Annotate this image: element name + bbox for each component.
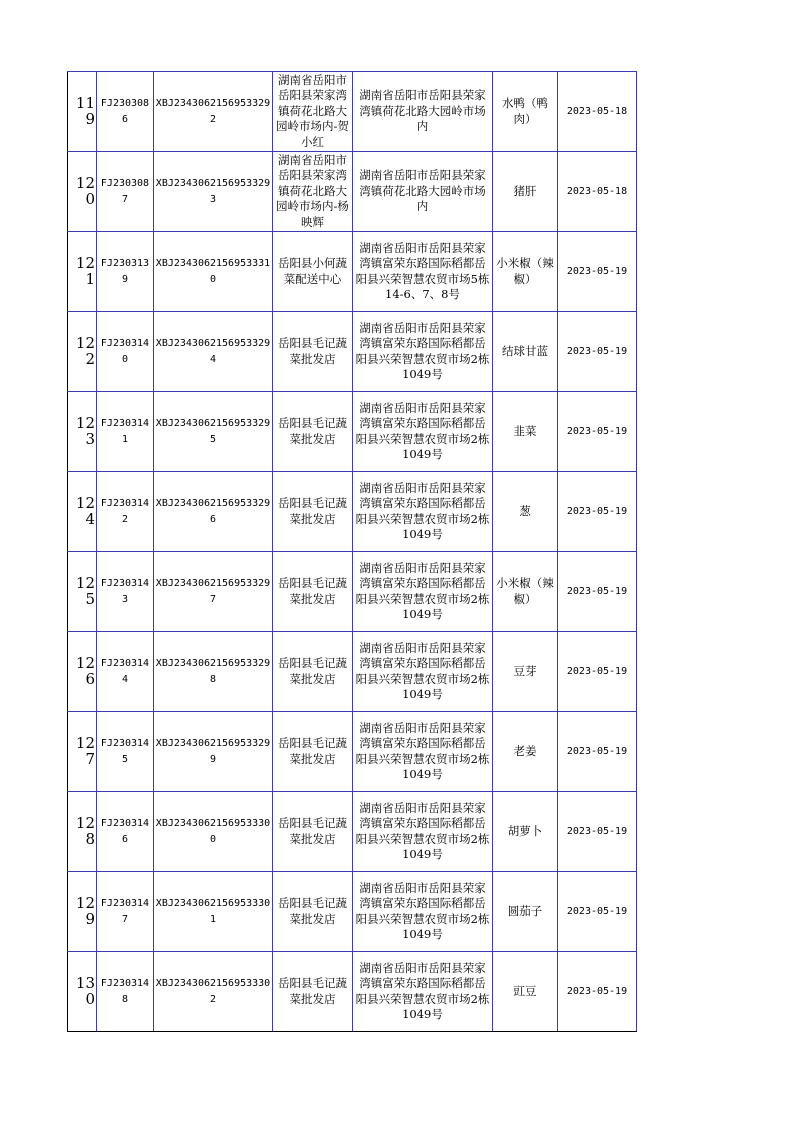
sample-code: FJ2303144	[97, 632, 154, 712]
sampled-unit-address: 湖南省岳阳市岳阳县荣家湾镇富荣东路国际稻都岳阳县兴荣智慧农贸市场2栋1049号	[353, 952, 493, 1032]
sample-name: 老姜	[493, 712, 558, 792]
sample-code: FJ2303146	[97, 792, 154, 872]
sample-code: FJ2303087	[97, 152, 154, 232]
sample-code: FJ2303142	[97, 472, 154, 552]
sample-name: 结球甘蓝	[493, 312, 558, 392]
sampled-unit-name: 湖南省岳阳市岳阳县荣家湾镇荷花北路大园岭市场内-贺小红	[273, 72, 353, 152]
sampling-date: 2023-05-19	[558, 552, 637, 632]
report-number: XBJ23430621569533292	[154, 72, 273, 152]
sample-name: 韭菜	[493, 392, 558, 472]
table-row	[68, 712, 637, 792]
sampled-unit-name: 湖南省岳阳市岳阳县荣家湾镇荷花北路大园岭市场内-杨映辉	[273, 152, 353, 232]
sample-name: 猪肝	[493, 152, 558, 232]
report-number: XBJ23430621569533293	[154, 152, 273, 232]
sampled-unit-address: 湖南省岳阳市岳阳县荣家湾镇富荣东路国际稻都岳阳县兴荣智慧农贸市场2栋1049号	[353, 312, 493, 392]
sample-name: 豆芽	[493, 632, 558, 712]
sampled-unit-address: 湖南省岳阳市岳阳县荣家湾镇富荣东路国际稻都岳阳县兴荣智慧农贸市场2栋1049号	[353, 632, 493, 712]
sampling-records-table	[67, 71, 637, 1032]
row-sequence-number: 122	[68, 312, 97, 392]
sampled-unit-address: 湖南省岳阳市岳阳县荣家湾镇富荣东路国际稻都岳阳县兴荣智慧农贸市场2栋1049号	[353, 472, 493, 552]
sample-code: FJ2303139	[97, 232, 154, 312]
table-row	[68, 472, 637, 552]
row-sequence-number: 127	[68, 712, 97, 792]
table-row	[68, 872, 637, 952]
sampled-unit-name: 岳阳县毛记蔬菜批发店	[273, 952, 353, 1032]
sampling-date: 2023-05-18	[558, 152, 637, 232]
sampled-unit-name: 岳阳县毛记蔬菜批发店	[273, 872, 353, 952]
table-row	[68, 72, 637, 152]
sample-code: FJ2303143	[97, 552, 154, 632]
table-row	[68, 392, 637, 472]
sampled-unit-name: 岳阳县毛记蔬菜批发店	[273, 712, 353, 792]
sampled-unit-name: 岳阳县毛记蔬菜批发店	[273, 552, 353, 632]
row-sequence-number: 130	[68, 952, 97, 1032]
row-sequence-number: 128	[68, 792, 97, 872]
row-sequence-number: 121	[68, 232, 97, 312]
report-number: XBJ23430621569533295	[154, 392, 273, 472]
row-sequence-number: 124	[68, 472, 97, 552]
report-number: XBJ23430621569533298	[154, 632, 273, 712]
sample-name: 胡萝卜	[493, 792, 558, 872]
sample-code: FJ2303145	[97, 712, 154, 792]
sampled-unit-name: 岳阳县毛记蔬菜批发店	[273, 312, 353, 392]
sampling-date: 2023-05-19	[558, 392, 637, 472]
sampling-date: 2023-05-18	[558, 72, 637, 152]
report-number: XBJ23430621569533302	[154, 952, 273, 1032]
report-number: XBJ23430621569533310	[154, 232, 273, 312]
sampled-unit-name: 岳阳县毛记蔬菜批发店	[273, 792, 353, 872]
sample-name: 小米椒（辣椒）	[493, 232, 558, 312]
report-number: XBJ23430621569533299	[154, 712, 273, 792]
sample-code: FJ2303147	[97, 872, 154, 952]
row-sequence-number: 123	[68, 392, 97, 472]
sampling-date: 2023-05-19	[558, 472, 637, 552]
sample-name: 小米椒（辣椒）	[493, 552, 558, 632]
sampled-unit-address: 湖南省岳阳市岳阳县荣家湾镇富荣东路国际稻都岳阳县兴荣智慧农贸市场2栋1049号	[353, 792, 493, 872]
row-sequence-number: 126	[68, 632, 97, 712]
report-number: XBJ23430621569533297	[154, 552, 273, 632]
sample-code: FJ2303148	[97, 952, 154, 1032]
table-row	[68, 232, 637, 312]
sampled-unit-address: 湖南省岳阳市岳阳县荣家湾镇富荣东路国际稻都岳阳县兴荣智慧农贸市场5栋14-6、7、8号	[353, 232, 493, 312]
sample-name: 葱	[493, 472, 558, 552]
sampling-date: 2023-05-19	[558, 632, 637, 712]
sampled-unit-name: 岳阳县毛记蔬菜批发店	[273, 392, 353, 472]
sampling-date: 2023-05-19	[558, 712, 637, 792]
sampling-date: 2023-05-19	[558, 312, 637, 392]
report-number: XBJ23430621569533301	[154, 872, 273, 952]
sample-name: 水鸭（鸭肉）	[493, 72, 558, 152]
row-sequence-number: 119	[68, 72, 97, 152]
table-body	[68, 72, 637, 1032]
sampled-unit-name: 岳阳县毛记蔬菜批发店	[273, 472, 353, 552]
report-number: XBJ23430621569533294	[154, 312, 273, 392]
sampling-date: 2023-05-19	[558, 232, 637, 312]
row-sequence-number: 120	[68, 152, 97, 232]
report-number: XBJ23430621569533296	[154, 472, 273, 552]
sampling-date: 2023-05-19	[558, 872, 637, 952]
sampled-unit-address: 湖南省岳阳市岳阳县荣家湾镇富荣东路国际稻都岳阳县兴荣智慧农贸市场2栋1049号	[353, 392, 493, 472]
sampled-unit-address: 湖南省岳阳市岳阳县荣家湾镇富荣东路国际稻都岳阳县兴荣智慧农贸市场2栋1049号	[353, 712, 493, 792]
sample-code: FJ2303141	[97, 392, 154, 472]
table-row	[68, 952, 637, 1032]
sampled-unit-name: 岳阳县毛记蔬菜批发店	[273, 632, 353, 712]
row-sequence-number: 129	[68, 872, 97, 952]
sample-name: 圆茄子	[493, 872, 558, 952]
table-row	[68, 632, 637, 712]
table-row	[68, 552, 637, 632]
table-row	[68, 312, 637, 392]
sampled-unit-address: 湖南省岳阳市岳阳县荣家湾镇富荣东路国际稻都岳阳县兴荣智慧农贸市场2栋1049号	[353, 872, 493, 952]
sampled-unit-address: 湖南省岳阳市岳阳县荣家湾镇荷花北路大园岭市场内	[353, 152, 493, 232]
table-row	[68, 152, 637, 232]
sampled-unit-address: 湖南省岳阳市岳阳县荣家湾镇富荣东路国际稻都岳阳县兴荣智慧农贸市场2栋1049号	[353, 552, 493, 632]
sampled-unit-address: 湖南省岳阳市岳阳县荣家湾镇荷花北路大园岭市场内	[353, 72, 493, 152]
sampling-date: 2023-05-19	[558, 792, 637, 872]
table-row	[68, 792, 637, 872]
report-number: XBJ23430621569533300	[154, 792, 273, 872]
row-sequence-number: 125	[68, 552, 97, 632]
sample-code: FJ2303086	[97, 72, 154, 152]
sample-code: FJ2303140	[97, 312, 154, 392]
sampling-date: 2023-05-19	[558, 952, 637, 1032]
sampled-unit-name: 岳阳县小何蔬菜配送中心	[273, 232, 353, 312]
sample-name: 豇豆	[493, 952, 558, 1032]
